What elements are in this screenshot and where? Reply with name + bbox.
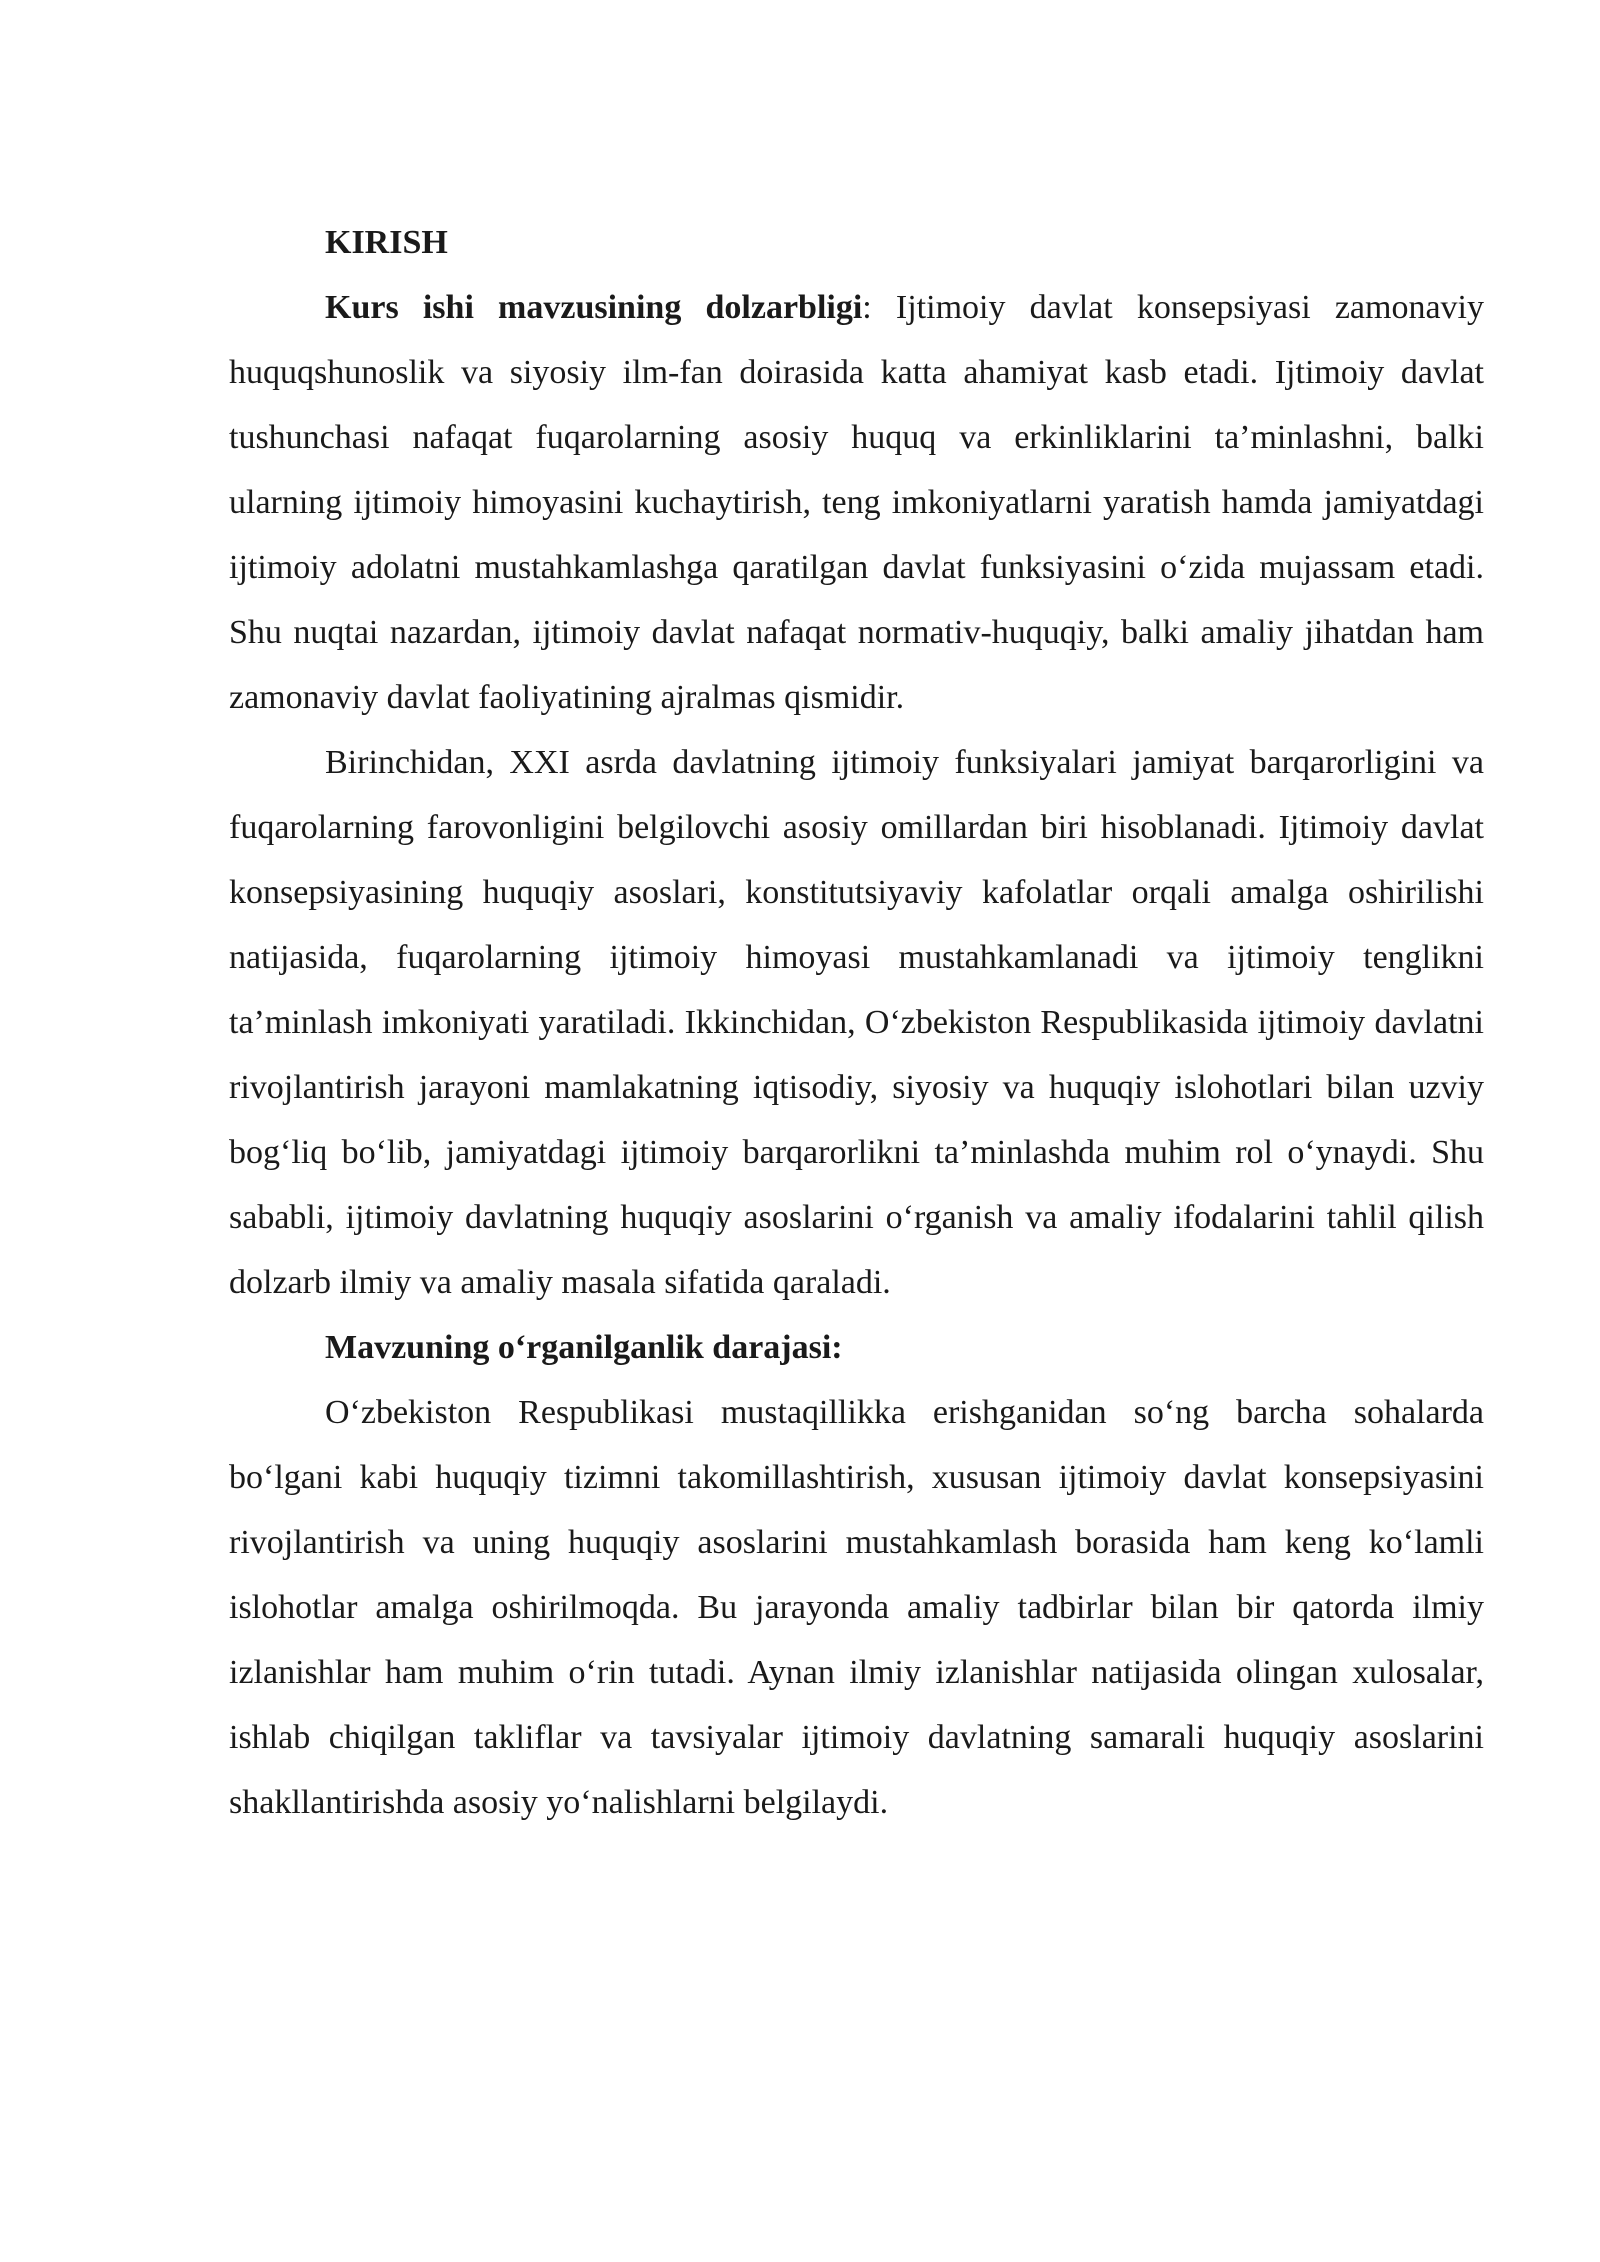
paragraph-study-level: O‘zbekiston Respublikasi mustaqillikka erishganidan so‘ng barcha sohalarda bo‘lgani kabi huquqiy tizimni takomillashtirish, xususan ijtimoiy davlat konsepsiyasini rivojlantirish va uning huquqiy asoslarini mustahkamlash borasida ham keng ko‘lamli islohotlar amalga oshirilmoqda. Bu jarayonda amaliy tadbirlar bilan bir qatorda ilmiy izlanishlar ham muhim o‘rin tutadi. Aynan ilmiy izlanishlar natijasida olingan xulosalar, ishlab chiqilgan takliflar va tavsiyalar ijtimoiy davlatning samarali huquqiy asoslarini shakllantirishda asosiy yo‘nalishlarni belgilaydi. — [229, 1394, 1484, 1821]
paragraph-relevance — [229, 275, 1484, 730]
document-title: KIRISH — [325, 224, 448, 261]
paragraph-text: : Ijtimoiy davlat konsepsiyasi zamonaviy huquqshunoslik va siyosiy ilm-fan doirasida katta ahamiyat kasb etadi. Ijtimoiy davlat tushunchasi nafaqat fuqarolarning asosiy huquq va erkinliklarini ta’minlashni, balki ularning ijtimoiy himoyasini kuchaytirish, teng imkoniyatlarni yaratish hamda jamiyatdagi ijtimoiy adolatni mustahkamlashga qaratilgan davlat funksiyasini o‘zida mujassam etadi. Shu nuqtai nazardan, ijtimoiy davlat nafaqat normativ-huquqiy, balki amaliy jihatdan ham zamonaviy davlat faoliyatining ajralmas qismidir. — [229, 289, 1485, 716]
paragraph-lead: Kurs ishi mavzusining dolzarbligi — [325, 289, 863, 326]
paragraph-firstly: Birinchidan, XXI asrda davlatning ijtimoiy funksiyalari jamiyat barqarorligini va fuqarolarning farovonligini belgilovchi asosiy omillardan biri hisoblanadi. Ijtimoiy davlat konsepsiyasining huquqiy asoslari, konstitutsiyaviy kafolatlar orqali amalga oshirilishi natijasida, fuqarolarning ijtimoiy himoyasi mustahkamlanadi va ijtimoiy tenglikni ta’minlash imkoniyati yaratiladi. Ikkinchidan, O‘zbekiston Respublikasida ijtimoiy davlatni rivojlantirish jarayoni mamlakatning iqtisodiy, siyosiy va huquqiy islohotlari bilan uzviy bog‘liq bo‘lib, jamiyatdagi ijtimoiy barqarorlikni ta’minlashda muhim rol o‘ynaydi. Shu sababli, ijtimoiy davlatning huquqiy asoslarini o‘rganish va amaliy ifodalarini tahlil qilish dolzarb ilmiy va amaliy masala sifatida qaraladi. — [229, 744, 1484, 1301]
section-subheading: Mavzuning o‘rganilganlik darajasi: — [325, 1329, 843, 1366]
document-page — [229, 210, 1484, 1835]
